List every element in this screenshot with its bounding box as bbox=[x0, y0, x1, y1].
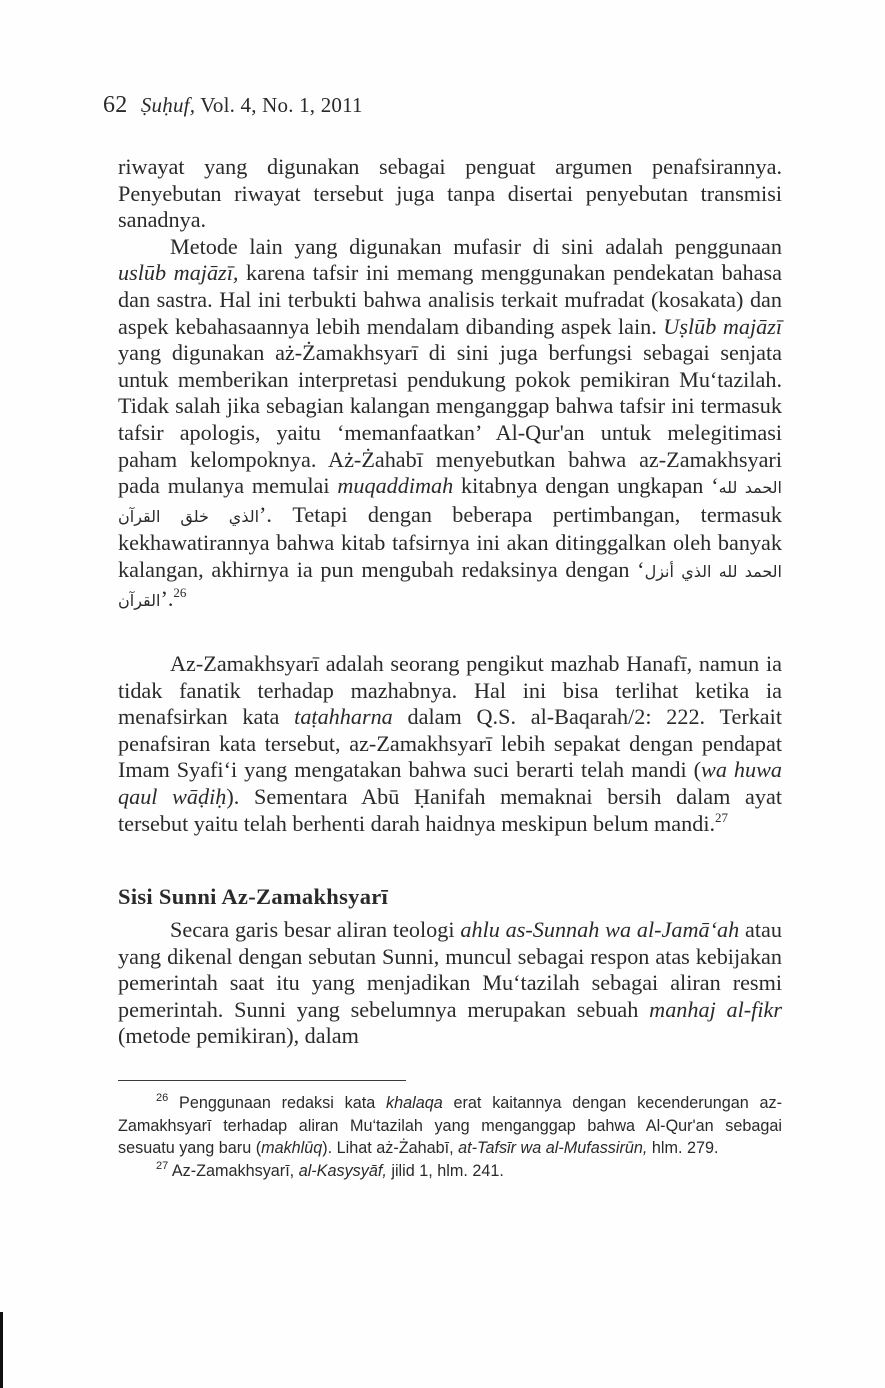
footnote-26: $^{26}$ Penggunaan redaksi kata khalaqa erat kaitannya dengan kecenderungan az-Zamakhsyarī terhadap aliran Mu‘tazilah yang menganggap bahwa Al-Qur'an sebagai sesuatu yang baru (makhlūq). Lihat aż-Żahabī, at-Tafsīr wa al-Mufassirūn, hlm. 279. bbox=[118, 1092, 782, 1157]
page-number: 62 bbox=[103, 92, 128, 118]
term-ahlu-sunnah: ahlu as-Sunnah wa al-Jamā‘ah bbox=[460, 917, 740, 942]
journal-title: Ṣuḥuf, bbox=[140, 93, 196, 117]
footnote-ref-26: 26 bbox=[173, 584, 187, 600]
footnote-number-27: 27 bbox=[156, 1159, 169, 1172]
footnote-27: $^{27}$ Az-Zamakhsyarī, al-Kasysyāf, jilid 1, hlm. 241. bbox=[156, 1159, 504, 1180]
main-text-lower bbox=[118, 917, 782, 1050]
book-title-tafsir: at-Tafsīr wa al-Mufassirūn, bbox=[458, 1139, 648, 1157]
paragraph-1: riwayat yang digunakan sebagai penguat argumen penafsirannya. Penyebutan riwayat tersebut juga tanpa disertai penyebutan transmisi sanadnya. bbox=[118, 154, 782, 233]
term-muqaddimah: muqaddimah bbox=[337, 473, 454, 499]
paragraph-3: Az-Zamakhsyarī adalah seorang pengikut mazhab Hanafī, namun ia tidak fanatik terhadap mazhabnya. Hal ini bisa terlihat ketika ia menafsirkan kata taṭahharna dalam Q.S. al-Baqarah/2: 222. Terkait penafsiran kata tersebut, az-Zamakhsyarī lebih sepakat dengan pendapat Imam Syafi‘i yang mengatakan bahwa suci berarti telah mandi (wa huwa qaul wāḍiḥ). Sementara Abū Ḥanifah memaknai bersih dalam ayat tersebut yaitu telah berhenti darah haidnya meskipun belum mandi.$^{27}$ bbox=[118, 651, 782, 836]
footnote-divider bbox=[118, 1080, 406, 1081]
term-manhaj-al-fikr: manhaj al-fikr bbox=[649, 996, 782, 1022]
arabic-phrase-anzala: الحمد لله الذي أنزل القرآن bbox=[118, 561, 782, 610]
term-uslub-majazi-2: Uṣlūb majāzī bbox=[663, 313, 782, 339]
running-header bbox=[103, 92, 363, 119]
term-uslub-majazi: uslūb majāzī, bbox=[118, 260, 239, 286]
term-makhluq: makhlūq bbox=[261, 1139, 323, 1157]
footnote-ref-27: 27 bbox=[715, 809, 729, 825]
journal-volume: Vol. 4, No. 1, 2011 bbox=[200, 93, 363, 117]
scan-edge-mark bbox=[0, 1312, 3, 1388]
arabic-phrase-khalaqa: الحمد لله الذي خلق القرآن bbox=[118, 478, 782, 526]
main-text-middle bbox=[118, 651, 782, 837]
section-heading: Sisi Sunni Az-Zamakhsyarī bbox=[118, 884, 389, 909]
term-tatahharna: taṭahharna bbox=[294, 704, 393, 730]
footnotes bbox=[118, 1092, 782, 1182]
term-wa-huwa-qaul-wadih: wa huwa qaul wāḍiḥ bbox=[118, 757, 782, 809]
paragraph-4: Secara garis besar aliran teologi ahlu as-Sunnah wa al-Jamā‘ah atau yang dikenal dengan sebutan Sunni, muncul sebagai respon atas kebijakan pemerintah saat itu yang menjadikan Mu‘tazilah sebagai aliran resmi pemerintah. Sunni yang sebelumnya merupakan sebuah manhaj al-fikr (metode pemikiran), dalam bbox=[118, 917, 782, 1049]
main-text-upper bbox=[118, 154, 782, 614]
book-title-kasysyaf: al-Kasysyāf, bbox=[298, 1161, 387, 1180]
term-khalaqa: khalaqa bbox=[386, 1094, 443, 1112]
footnote-number-26: 26 bbox=[156, 1092, 169, 1104]
paragraph-2: Metode lain yang digunakan mufasir di sini adalah penggunaan uslūb majāzī, karena tafsir ini memang menggunakan pendekatan bahasa dan sastra. Hal ini terbukti bahwa analisis terkait mufradat (kosakata) dan aspek kebahasaannya lebih mendalam dibanding aspek lain. Uṣlūb majāzī yang digunakan aż-Żamakhsyarī di sini juga berfungsi sebagai senjata untuk memberikan interpretasi pendukung pokok pemikiran Mu‘tazilah. Tidak salah jika sebagian kalangan menganggap bahwa tafsir ini termasuk tafsir apologis, yaitu ‘memanfaatkan’ Al-Qur'an untuk melegitimasi paham kelompoknya. Aż-Żahabī menyebutkan bahwa az-Zamakhsyari pada mulanya memulai muqaddimah kitabnya dengan ungkapan ‘الحمد لله الذي خلق القرآن’. Tetapi dengan beberapa pertimbangan, termasuk kekhawatirannya bahwa kitab tafsirnya ini akan ditinggalkan oleh banyak kalangan, akhirnya ia pun mengubah redaksinya dengan ‘الحمد لله الذي أنزل القرآن’.$^{26}$ bbox=[118, 233, 782, 611]
